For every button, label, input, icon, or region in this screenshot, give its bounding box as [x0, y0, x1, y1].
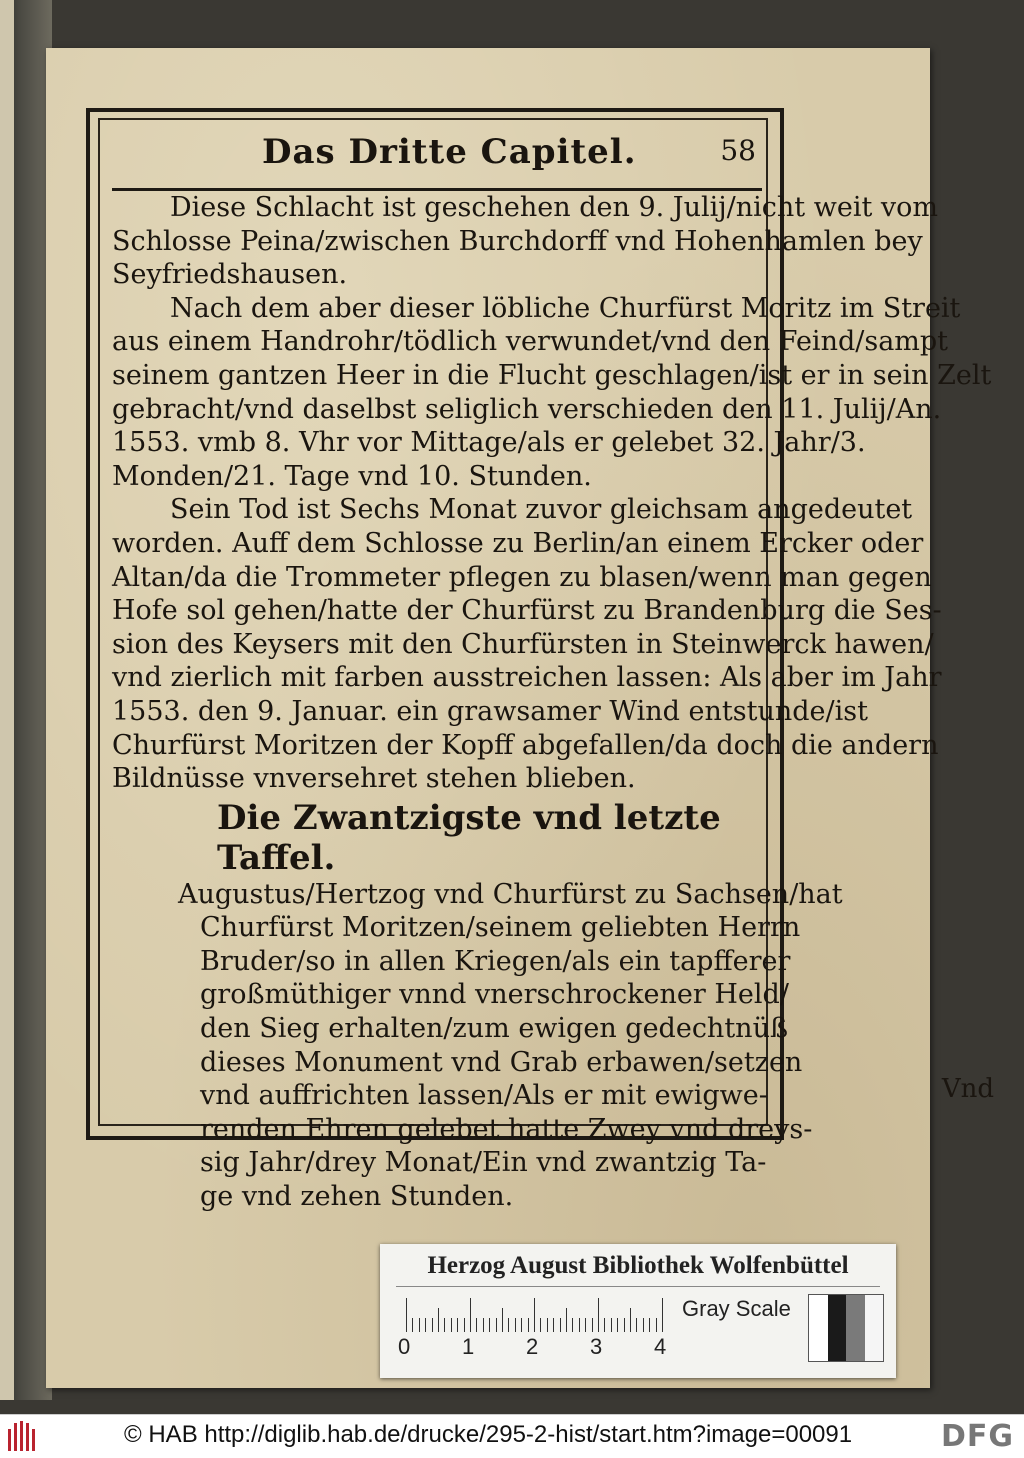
scale-tick [464, 1318, 465, 1332]
scale-tick [502, 1308, 503, 1332]
label-divider [396, 1286, 880, 1287]
logo-bar [32, 1429, 35, 1451]
text-line: 1553. den 9. Januar. ein grawsamer Wind entstunde/ist [112, 695, 868, 727]
scale-tick [617, 1318, 618, 1332]
gray-swatch [846, 1295, 865, 1361]
scale-tick [547, 1318, 548, 1332]
scale-tick [560, 1318, 561, 1332]
scale-tick [483, 1318, 484, 1332]
page-header [112, 126, 762, 191]
text-line: Nach dem aber dieser löbliche Churfürst Moritz im Streit [170, 292, 961, 324]
scale-tick [419, 1318, 420, 1332]
scale-tick [534, 1298, 535, 1332]
logo-bar [14, 1423, 17, 1451]
gray-scale-swatches [808, 1294, 884, 1362]
scale-tick [508, 1318, 509, 1332]
scale-tick [630, 1308, 631, 1332]
text-line: Schlosse Peina/zwischen Burchdorff vnd Hohenhamlen bey [112, 225, 923, 257]
logo-bar [8, 1429, 11, 1451]
scale-tick [579, 1318, 580, 1332]
scale-tick [476, 1318, 477, 1332]
text-line: gebracht/vnd daselbst seliglich verschieden den 11. Julij/An. [112, 393, 942, 425]
scale-numbers [398, 1334, 698, 1364]
text-line: worden. Auff dem Schlosse zu Berlin/an einem Ercker oder [112, 527, 924, 559]
scale-tick [444, 1318, 445, 1332]
text-line: Hofe sol gehen/hatte der Churfürst zu Brandenburg die Ses- [112, 595, 942, 627]
running-head: Das Dritte Capitel. [262, 132, 637, 172]
scale-tick [406, 1298, 407, 1332]
page-number: 58 [720, 134, 756, 167]
scale-tick [496, 1318, 497, 1332]
scale-number: 0 [398, 1334, 411, 1359]
scale-tick [611, 1318, 612, 1332]
text-line: Altan/da die Trommeter pflegen zu blasen/wenn man gegen [112, 561, 932, 593]
scale-tick [540, 1318, 541, 1332]
left-page-edge [0, 0, 14, 1400]
text-line: Churfürst Moritzen der Kopff abgefallen/da doch die andern [112, 729, 939, 761]
inscription-text [120, 878, 843, 1214]
text-line: Bildnüsse vnversehret stehen blieben. [112, 763, 636, 795]
scale-tick [470, 1298, 471, 1332]
scale-tick [624, 1318, 625, 1332]
text-line: 1553. vmb 8. Vhr vor Mittage/als er gelebet 32. Jahr/3. [112, 427, 866, 459]
scale-number: 4 [654, 1334, 667, 1359]
body-text [112, 191, 992, 796]
text-line: vnd zierlich mit farben ausstreichen lassen: Als aber im Jahr [112, 662, 942, 694]
scale-tick [656, 1318, 657, 1332]
scale-tick [636, 1318, 637, 1332]
scale-tick [572, 1318, 573, 1332]
scale-tick [662, 1298, 663, 1332]
text-line: sion des Keysers mit den Churfürsten in Steinwerck hawen/ [112, 628, 934, 660]
scale-tick [451, 1318, 452, 1332]
scale-tick [489, 1318, 490, 1332]
measurement-scale [406, 1296, 666, 1332]
inscription-line: ge vnd zehen Stunden. [200, 1181, 514, 1213]
inscription-line: großmüthiger vnnd vnerschrockener Held/ [200, 979, 789, 1011]
scale-tick [598, 1298, 599, 1332]
logo-bar [20, 1421, 23, 1451]
scale-tick [425, 1318, 426, 1332]
scale-number: 1 [462, 1334, 475, 1359]
library-title: Herzog August Bibliothek Wolfenbüttel [427, 1252, 849, 1279]
footer-bar [0, 1414, 1024, 1458]
scale-tick [585, 1318, 586, 1332]
gray-scale-label: Gray Scale [682, 1296, 791, 1321]
scale-tick [592, 1318, 593, 1332]
scale-tick [553, 1318, 554, 1332]
gray-swatch [865, 1295, 884, 1361]
library-label-card [380, 1244, 896, 1378]
footer-copyright-link[interactable]: © HAB http://diglib.hab.de/drucke/295-2-hist/start.htm?image=00091 [124, 1421, 853, 1448]
section-title: Die Zwantzigste vnd letzte Taffel. [217, 797, 721, 878]
logo-bar [26, 1423, 29, 1451]
inscription-line: dieses Monument vnd Grab erbawen/setzen [200, 1046, 803, 1078]
text-line: seinem gantzen Heer in die Flucht geschlagen/ist er in sein Zelt [112, 359, 992, 391]
scale-tick [649, 1318, 650, 1332]
scale-tick [412, 1318, 413, 1332]
scale-tick [643, 1318, 644, 1332]
inscription-line: Augustus/Hertzog vnd Churfürst zu Sachsen/hat [178, 878, 843, 910]
scale-tick [566, 1308, 567, 1332]
inscription-line: Churfürst Moritzen/seinem geliebten Herrn [200, 912, 801, 944]
inscription-line: sig Jahr/drey Monat/Ein vnd zwantzig Ta- [200, 1147, 767, 1179]
text-line: Seyfriedshausen. [112, 259, 348, 291]
gray-swatch [809, 1295, 828, 1361]
scale-tick [604, 1318, 605, 1332]
inscription-line: den Sieg erhalten/zum ewigen gedechtnüß [200, 1013, 788, 1045]
scale-tick [457, 1318, 458, 1332]
page-text-block [112, 126, 992, 1214]
text-line: Diese Schlacht ist geschehen den 9. Julij/nicht weit vom [170, 192, 938, 223]
text-line: Sein Tod ist Sechs Monat zuvor gleichsam angedeutet [170, 494, 913, 526]
inscription-line: renden Ehren gelebet hatte Zwey vnd dreys- [200, 1113, 813, 1145]
scale-tick [515, 1318, 516, 1332]
text-line: aus einem Handrohr/tödlich verwundet/vnd den Feind/sampt [112, 326, 949, 358]
scale-tick [528, 1318, 529, 1332]
catchword: Vnd [941, 1074, 994, 1104]
inscription-line: vnd auffrichten lassen/Als er mit ewigwe- [200, 1080, 768, 1112]
gray-swatch [828, 1295, 847, 1361]
inscription-line: Bruder/so in allen Kriegen/als ein tapfferer [200, 945, 791, 977]
scale-number: 2 [526, 1334, 539, 1359]
dfg-logo: DFG [940, 1419, 1014, 1454]
text-line: Monden/21. Tage vnd 10. Stunden. [112, 460, 592, 492]
scale-tick [432, 1318, 433, 1332]
scale-number: 3 [590, 1334, 603, 1359]
scale-tick [521, 1318, 522, 1332]
scale-tick [438, 1308, 439, 1332]
hab-logo-icon [8, 1421, 42, 1451]
